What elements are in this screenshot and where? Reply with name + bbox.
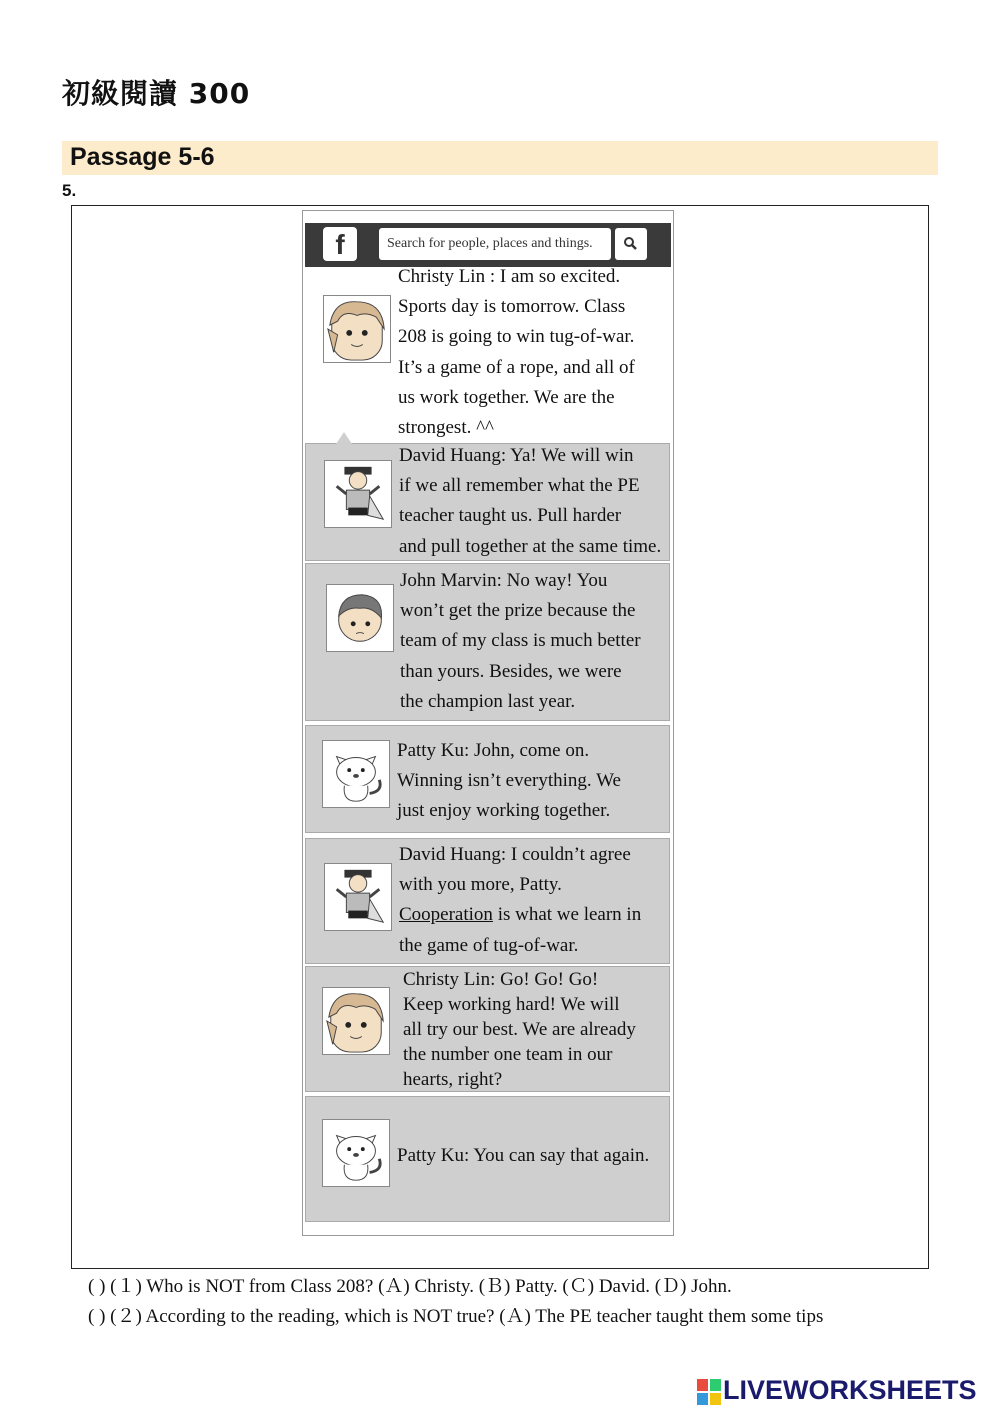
post-line: if we all remember what the PE (399, 475, 640, 497)
post-line: all try our best. We are already (403, 1019, 636, 1040)
post-line: Christy Lin: Go! Go! Go! (403, 969, 599, 990)
liveworksheets-icon (697, 1379, 721, 1405)
post-patty-1 (305, 725, 670, 833)
post-christy-2 (305, 966, 670, 1092)
post-patty-2 (305, 1096, 670, 1222)
post-line: and pull together at the same time. (399, 535, 662, 557)
boy-hero-avatar (324, 460, 392, 528)
passage-heading-bar (62, 141, 938, 175)
post-david-2 (305, 838, 670, 964)
post-line: with you more, Patty. (399, 874, 562, 896)
underlined-word: Cooperation (399, 904, 493, 926)
facebook-feed (302, 210, 674, 1236)
boy-avatar (326, 584, 394, 652)
facebook-header (305, 223, 671, 267)
post-line: Sports day is tomorrow. Class (398, 296, 626, 318)
post-line: David Huang: Ya! We will win (399, 445, 634, 466)
girl-avatar (322, 987, 390, 1055)
page-title: 初級閱讀 300 (62, 77, 251, 110)
post-line: team of my class is much better (400, 630, 641, 652)
post-line: John Marvin: No way! You (400, 570, 608, 591)
post-christy-1 (305, 267, 668, 443)
passage-title: Passage 5-6 (70, 143, 215, 171)
cat-avatar (322, 1119, 390, 1187)
post-line: just enjoy working together. (397, 800, 611, 822)
girl-avatar (323, 295, 391, 363)
question-number: 5. (62, 181, 77, 200)
post-david-1 (305, 443, 670, 561)
post-line: the game of tug-of-war. (399, 934, 579, 956)
post-line: Keep working hard! We will (403, 994, 620, 1015)
liveworksheets-logo (697, 1375, 977, 1406)
post-line: Cooperation is what we learn in (399, 904, 642, 926)
cat-avatar (322, 740, 390, 808)
post-line: hearts, right? (403, 1069, 503, 1090)
question-2: ( ) (２) According to the reading, which is NOT true? (Ａ) The PE teacher taught them some tips (88, 1306, 824, 1327)
post-line: than yours. Besides, we were (400, 660, 622, 682)
post-line: strongest. ^^ (398, 417, 494, 439)
post-line: the number one team in our (403, 1044, 613, 1065)
post-line: teacher taught us. Pull harder (399, 505, 622, 527)
post-line: us work together. We are the (398, 386, 615, 408)
search-icon (615, 228, 647, 260)
post-line: Patty Ku: John, come on. (397, 740, 590, 761)
brand-text: LIVEWORKSHEETS (723, 1375, 977, 1405)
post-line: Christy Lin : I am so excited. (398, 266, 621, 287)
question-1: ( ) (１) Who is NOT from Class 208? (Ａ) Christy. (Ｂ) Patty. (Ｃ) David. (Ｄ) John. (88, 1276, 732, 1297)
post-line: Winning isn’t everything. We (397, 770, 621, 792)
post-line: Patty Ku: You can say that again. (397, 1145, 650, 1166)
post-line: the champion last year. (400, 690, 576, 712)
post-line: 208 is going to win tug-of-war. (398, 326, 635, 348)
boy-hero-avatar (324, 863, 392, 931)
post-john (305, 563, 670, 721)
search-input: Search for people, places and things. (379, 228, 611, 260)
post-line: won’t get the prize because the (400, 600, 636, 622)
post-line: It’s a game of a rope, and all of (398, 356, 635, 378)
post-line: David Huang: I couldn’t agree (399, 844, 631, 865)
facebook-logo: f (323, 227, 357, 261)
